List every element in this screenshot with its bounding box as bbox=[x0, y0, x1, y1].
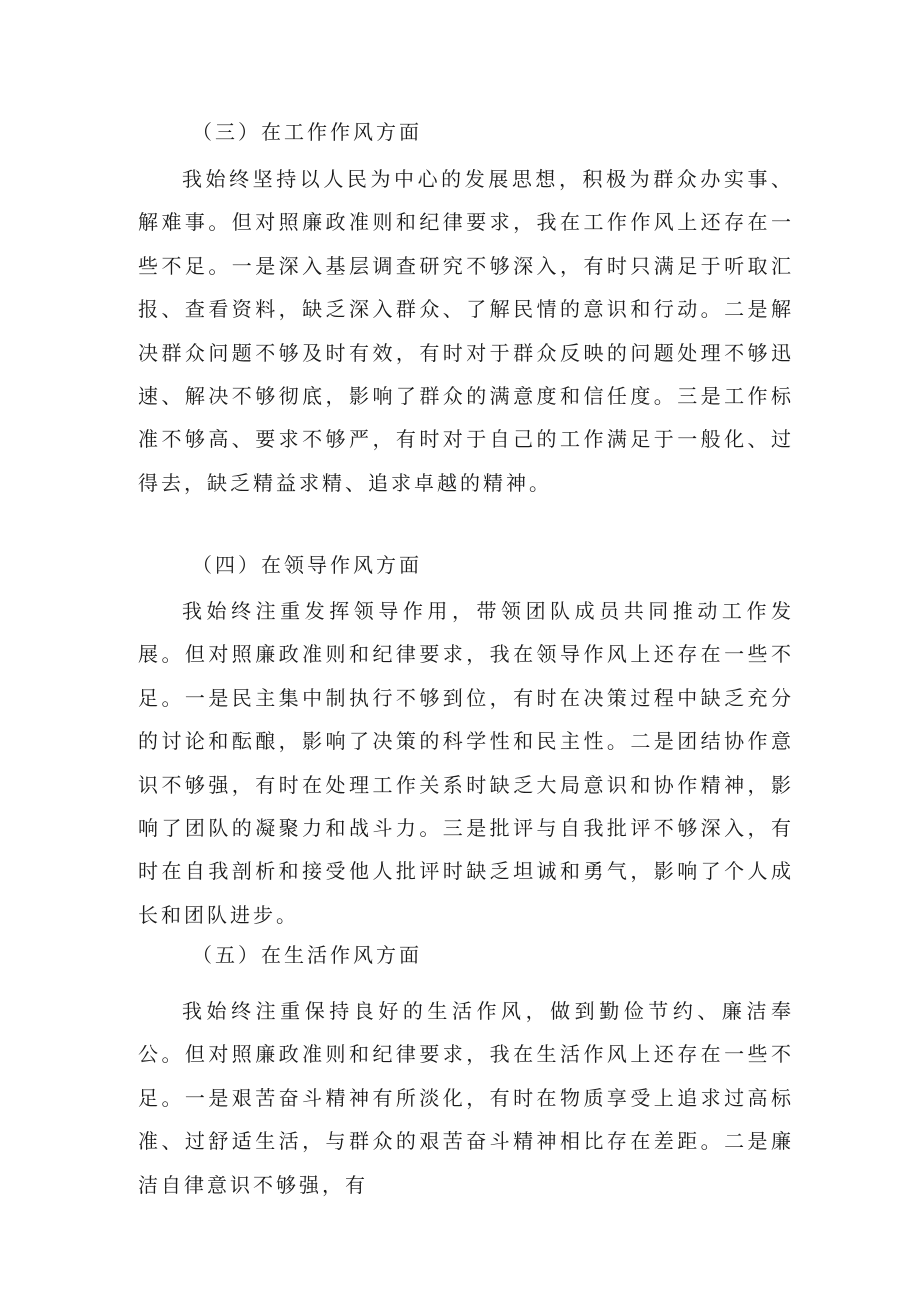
section-paragraph-4: 我始终注重发挥领导作用，带领团队成员共同推动工作发展。但对照廉政准则和纪律要求，我在领导作风上还存在一些不足。一是民主集中制执行不够到位，有时在决策过程中缺乏充分的讨论和酝酿，影响了决策的科学性和民主性。二是团结协作意识不够强，有时在处理工作关系时缺乏大局意识和协作精神，影响了团队的凝聚力和战斗力。三是批评与自我批评不够深入，有时在自我剖析和接受他人批评时缺乏坦诚和勇气，影响了个人成长和团队进步。 bbox=[138, 599, 794, 927]
section-paragraph-5: 我始终注重保持良好的生活作风，做到勤俭节约、廉洁奉公。但对照廉政准则和纪律要求，我在生活作风上还存在一些不足。一是艰苦奋斗精神有所淡化，有时在物质享受上追求过高标准、过舒适生活，与群众的艰苦奋斗精神相比存在差距。二是廉洁自律意识不够强，有 bbox=[138, 999, 794, 1197]
section-heading-3: （三）在工作作风方面 bbox=[192, 120, 422, 144]
section-heading-4: （四）在领导作风方面 bbox=[192, 553, 422, 577]
section-paragraph-3: 我始终坚持以人民为中心的发展思想，积极为群众办实事、解难事。但对照廉政准则和纪律要求，我在工作作风上还存在一些不足。一是深入基层调查研究不够深入，有时只满足于听取汇报、查看资料，缺乏深入群众、了解民情的意识和行动。二是解决群众问题不够及时有效，有时对于群众反映的问题处理不够迅速、解决不够彻底，影响了群众的满意度和信任度。三是工作标准不够高、要求不够严，有时对于自己的工作满足于一般化、过得去，缺乏精益求精、追求卓越的精神。 bbox=[138, 167, 794, 495]
section-heading-5: （五）在生活作风方面 bbox=[192, 943, 422, 967]
